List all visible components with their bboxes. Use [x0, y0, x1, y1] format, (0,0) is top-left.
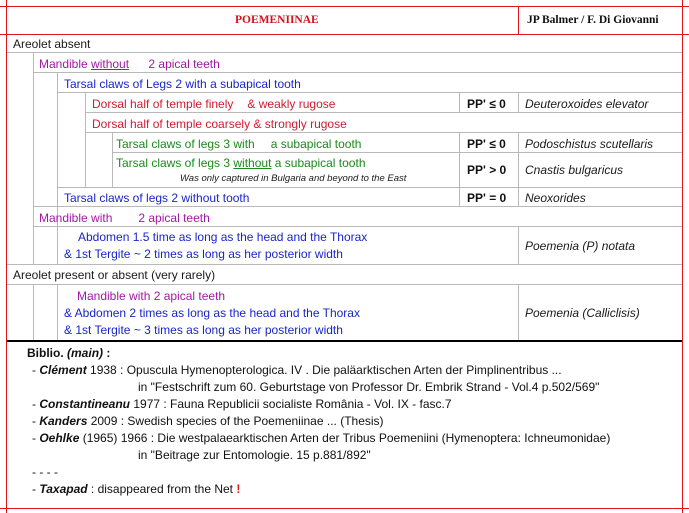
- key-tergite-2: & 1st Tergite ~ 2 times as long as her posterior width: [64, 247, 343, 261]
- key-tergite-3: & 1st Tergite ~ 3 times as long as her posterior width: [64, 323, 343, 337]
- key-tarsal-legs2-without: Tarsal claws of legs 2 without tooth: [64, 191, 250, 205]
- header-divider: [518, 6, 519, 34]
- indent-line: [57, 72, 58, 264]
- biblio-separator-dashes: - - - -: [32, 465, 58, 479]
- row-line: [33, 226, 682, 227]
- result-column-line: [518, 284, 519, 340]
- genus-result: Neoxorides: [525, 191, 586, 205]
- key-tarsal-legs3-with: Tarsal claws of legs 3 with a subapical tooth: [116, 137, 362, 151]
- key-abdomen-1-5: Abdomen 1.5 time as long as the head and the Thorax: [78, 230, 368, 244]
- species-result: Poemenia (P) notata: [525, 239, 636, 253]
- row-line: [57, 92, 682, 93]
- species-result: Deuteroxoides elevator: [525, 97, 649, 111]
- page-title: POEMENIINAE: [235, 14, 319, 26]
- key-temple-finely: Dorsal half of temple finely & weakly rugose: [92, 97, 336, 111]
- indent-line: [57, 284, 58, 340]
- pp-value: PP' > 0: [467, 163, 507, 177]
- key-mandible-without: Mandible without 2 apical teeth: [39, 57, 220, 71]
- row-line: [57, 187, 682, 188]
- biblio-entry-clement-source: in "Festschrift zum 60. Geburtstage von Professor Dr. Embrik Strand - Vol.4 p.502/569": [138, 380, 600, 394]
- indent-line: [85, 92, 86, 187]
- biblio-entry-taxapad: - Taxapad : disappeared from the Net !: [32, 482, 241, 496]
- key-tarsal-legs3-without: Tarsal claws of legs 3 without a subapical tooth: [116, 156, 366, 170]
- pp-column-line: [459, 92, 460, 112]
- key-abdomen-2: & Abdomen 2 times as long as the head and the Thorax: [64, 306, 360, 320]
- frame-right-line: [682, 0, 683, 513]
- key-mandible-with: Mandible with 2 apical teeth: [39, 211, 210, 225]
- row-line: [7, 264, 682, 265]
- result-column-line: [518, 132, 519, 207]
- pp-value: PP' ≤ 0: [467, 97, 506, 111]
- header-bottom-line: [0, 34, 689, 35]
- row-line: [85, 112, 682, 113]
- biblio-entry-kanders: - Kanders 2009 : Swedish species of the Poemeniinae ... (Thesis): [32, 414, 384, 428]
- key-tarsal-legs2-subapical: Tarsal claws of Legs 2 with a subapical tooth: [64, 77, 301, 91]
- biblio-entry-constantineanu: - Constantineanu 1977 : Fauna Republicii socialiste România - Vol. IX - fasc.7: [32, 397, 452, 411]
- species-result: Cnastis bulgaricus: [525, 163, 624, 177]
- frame-bottom-line: [0, 508, 689, 509]
- row-line: [33, 206, 682, 207]
- biblio-entry-clement: - Clément 1938 : Opuscula Hymenopterologica. IV . Die paläarktischen Arten der Pimplinentribus ...: [32, 363, 562, 377]
- indent-line: [112, 132, 113, 187]
- pp-column-line: [459, 132, 460, 207]
- key-areolet-absent: Areolet absent: [13, 37, 91, 51]
- biblio-separator: [7, 340, 682, 342]
- biblio-entry-oehlke: - Oehlke (1965) 1966 : Die westpalaearktischen Arten der Tribus Poemeniini (Hymenoptera: Ichneumonidae): [32, 431, 611, 445]
- species-result: Podoschistus scutellaris: [525, 137, 654, 151]
- indent-line: [33, 284, 34, 340]
- pp-value: PP' = 0: [467, 191, 507, 205]
- row-line: [112, 152, 682, 153]
- frame-left-line: [6, 0, 7, 513]
- distribution-note: Was only captured in Bulgaria and beyond to the East: [180, 173, 407, 184]
- result-column-line: [518, 226, 519, 264]
- result-column-line: [518, 92, 519, 112]
- key-temple-coarsely: Dorsal half of temple coarsely & strongly rugose: [92, 117, 347, 131]
- subgenus-result: Poemenia (Calliclisis): [525, 306, 640, 320]
- pp-value: PP' ≤ 0: [467, 137, 506, 151]
- row-line: [7, 52, 682, 53]
- key-mandible-2-teeth: Mandible with 2 apical teeth: [77, 289, 226, 303]
- authors: JP Balmer / F. Di Giovanni: [527, 14, 659, 26]
- row-line: [85, 132, 682, 133]
- biblio-entry-oehlke-source: in "Beitrage zur Entomologie. 15 p.881/892": [138, 448, 371, 462]
- row-line: [33, 72, 682, 73]
- frame-top-line: [0, 6, 689, 7]
- row-line: [7, 284, 682, 285]
- biblio-heading: Biblio. (main) :: [27, 346, 111, 360]
- indent-line: [33, 52, 34, 264]
- key-areolet-present: Areolet present or absent (very rarely): [13, 268, 216, 282]
